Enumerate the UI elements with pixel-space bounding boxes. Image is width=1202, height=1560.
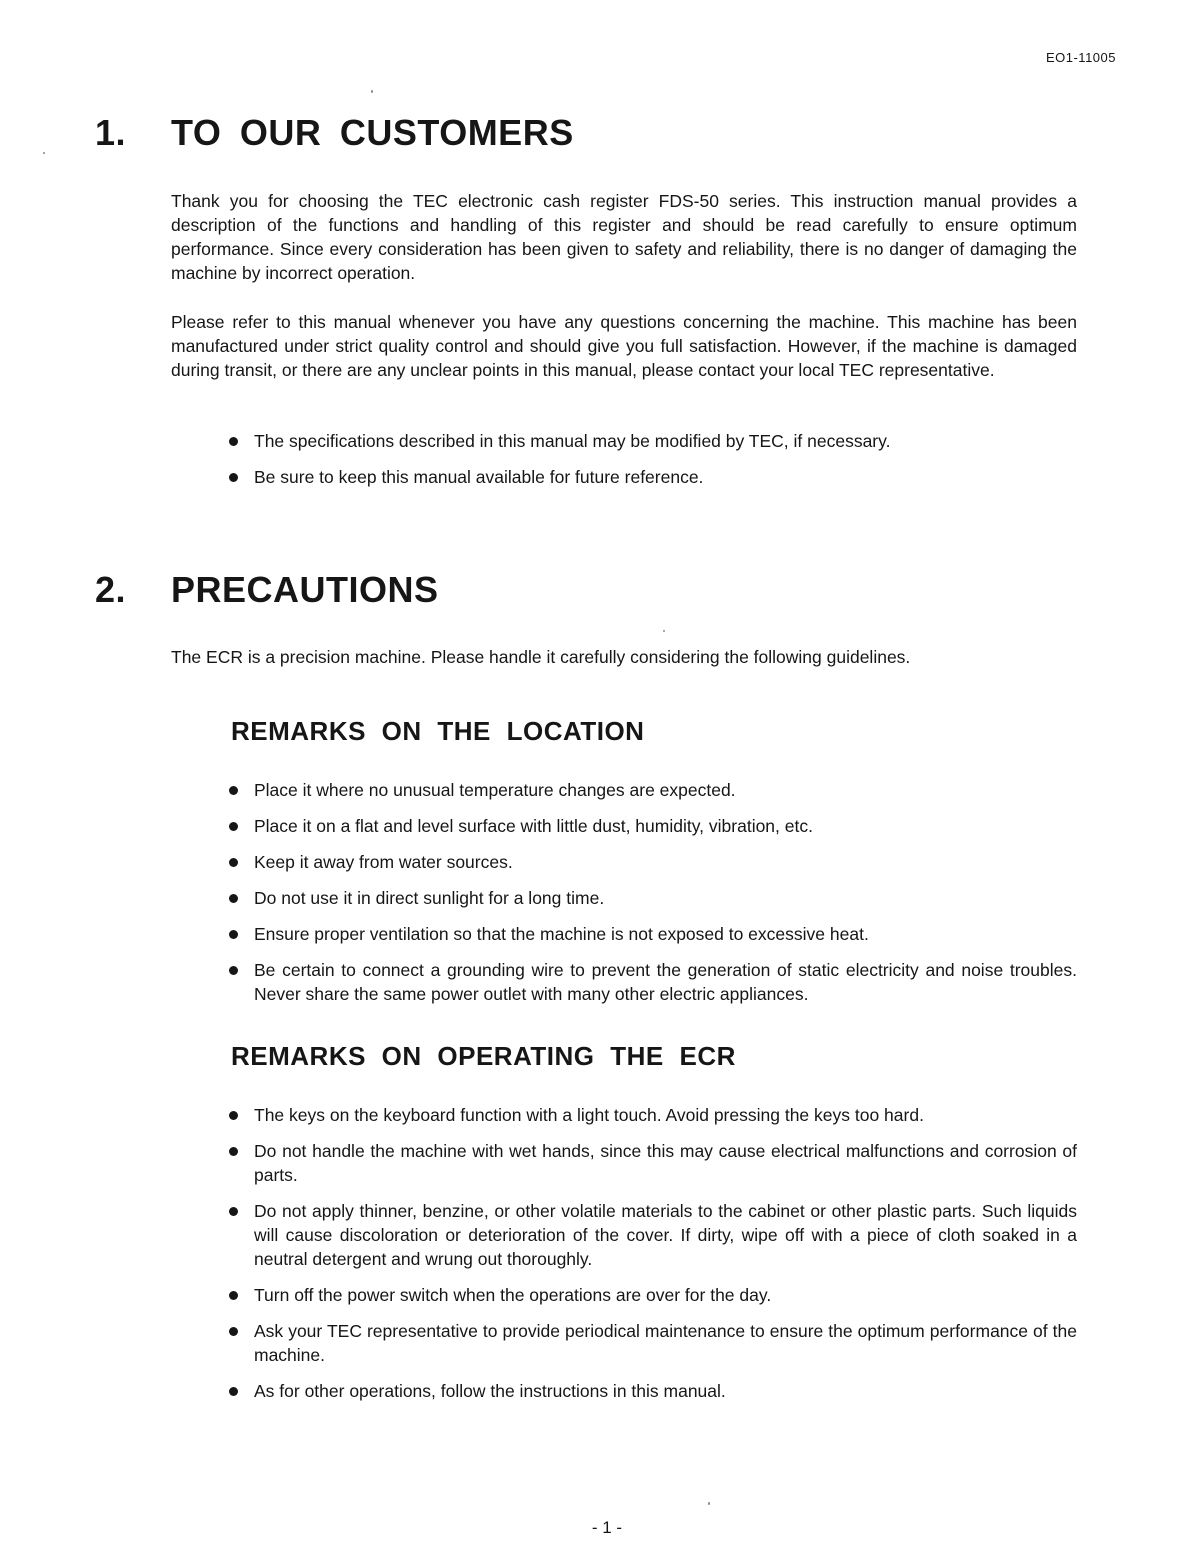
list-item: Place it where no unusual temperature changes are expected. bbox=[229, 778, 1077, 802]
page-number: - 1 - bbox=[591, 1518, 623, 1537]
bullet-icon bbox=[229, 966, 238, 975]
section-1-heading bbox=[95, 112, 574, 154]
list-item: Turn off the power switch when the operations are over for the day. bbox=[229, 1283, 1077, 1307]
list-item: The keys on the keyboard function with a light touch. Avoid pressing the keys too hard. bbox=[229, 1103, 1077, 1127]
bullet-icon bbox=[229, 1147, 238, 1156]
location-remarks-heading: REMARKS ON THE LOCATION bbox=[231, 716, 645, 746]
list-item: As for other operations, follow the instructions in this manual. bbox=[229, 1379, 1077, 1403]
document-code: EO1-11005 bbox=[1045, 50, 1116, 65]
bullet-icon bbox=[229, 822, 238, 831]
section-1-title: TO OUR CUSTOMERS bbox=[171, 112, 574, 153]
scan-speck bbox=[371, 90, 373, 93]
bullet-icon bbox=[229, 1387, 238, 1396]
list-item: Ask your TEC representative to provide periodical maintenance to ensure the optimum performance of the machine. bbox=[229, 1319, 1077, 1367]
section-2-heading bbox=[95, 569, 439, 611]
operating-remarks-heading: REMARKS ON OPERATING THE ECR bbox=[231, 1041, 736, 1071]
bullet-icon bbox=[229, 858, 238, 867]
section-2-intro: The ECR is a precision machine. Please handle it carefully considering the following guidelines. bbox=[171, 647, 911, 667]
list-item: Do not use it in direct sunlight for a long time. bbox=[229, 886, 1077, 910]
section-2-number: 2. bbox=[95, 569, 127, 610]
list-item: Keep it away from water sources. bbox=[229, 850, 1077, 874]
bullet-icon bbox=[229, 786, 238, 795]
section-1-number: 1. bbox=[95, 112, 127, 153]
list-item: Place it on a flat and level surface with little dust, humidity, vibration, etc. bbox=[229, 814, 1077, 838]
bullet-icon bbox=[229, 437, 238, 446]
list-item: Be sure to keep this manual available for future reference. bbox=[229, 465, 1077, 489]
bullet-icon bbox=[229, 1207, 238, 1216]
scan-speck bbox=[708, 1502, 710, 1505]
list-item: Be certain to connect a grounding wire to prevent the generation of static electricity and noise troubles. Never share the same power outlet with many other electric appliances. bbox=[229, 958, 1077, 1006]
list-item: Ensure proper ventilation so that the machine is not exposed to excessive heat. bbox=[229, 922, 1077, 946]
section-2-title: PRECAUTIONS bbox=[171, 569, 439, 610]
scan-speck bbox=[663, 630, 665, 632]
bullet-icon bbox=[229, 1111, 238, 1120]
bullet-icon bbox=[229, 1327, 238, 1336]
bullet-icon bbox=[229, 473, 238, 482]
bullet-icon bbox=[229, 930, 238, 939]
bullet-icon bbox=[229, 894, 238, 903]
list-item: The specifications described in this manual may be modified by TEC, if necessary. bbox=[229, 429, 1077, 453]
operating-remarks-list bbox=[229, 1103, 1077, 1403]
scan-speck bbox=[43, 152, 45, 154]
bullet-icon bbox=[229, 1291, 238, 1300]
list-item: Do not apply thinner, benzine, or other volatile materials to the cabinet or other plastic parts. Such liquids will cause discoloration or deterioration of the cover. If dirty, wipe off with a piece of cloth soaked in a neutral detergent and wrung out thoroughly. bbox=[229, 1199, 1077, 1271]
section-1-paragraph-1: Thank you for choosing the TEC electronic cash register FDS-50 series. This instruction manual provides a description of the functions and handling of this register and should be read carefully to ensure optimum performance. Since every consideration has been given to safety and reliability, there is no danger of damaging the machine by incorrect operation. bbox=[171, 191, 1077, 283]
location-remarks-list bbox=[229, 778, 1077, 1006]
section-1-paragraph-2: Please refer to this manual whenever you have any questions concerning the machine. This machine has been manufactured under strict quality control and should give you full satisfaction. However, if the machine is damaged during transit, or there are any unclear points in this manual, please contact your local TEC representative. bbox=[171, 312, 1077, 380]
section-1-bullet-list bbox=[229, 429, 1077, 489]
list-item: Do not handle the machine with wet hands, since this may cause electrical malfunctions and corrosion of parts. bbox=[229, 1139, 1077, 1187]
